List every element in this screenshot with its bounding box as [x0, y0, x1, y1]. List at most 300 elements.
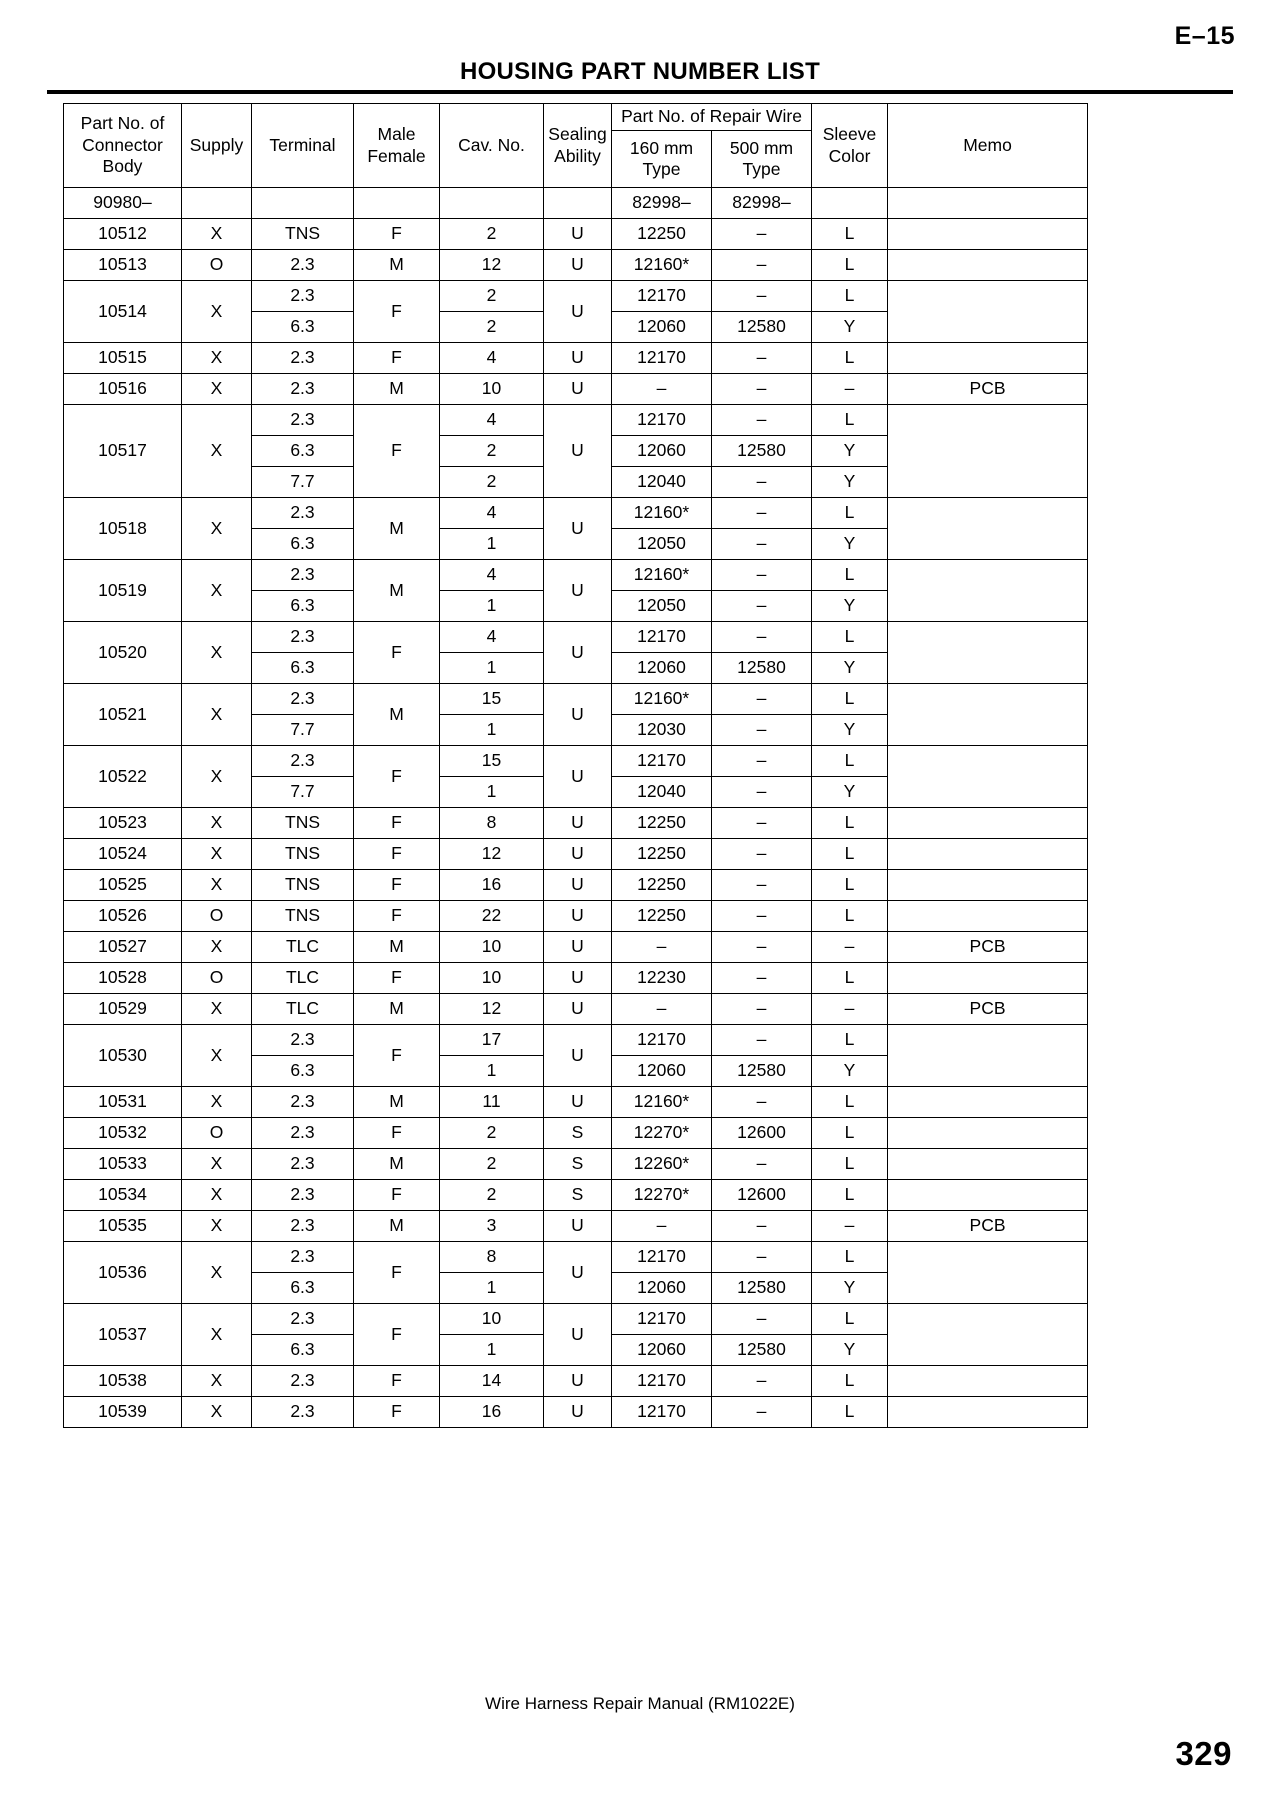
cell-sleeve-color: L	[812, 839, 888, 870]
cell-part-no: 10525	[64, 870, 182, 901]
cell-repair-wire-500: –	[712, 777, 812, 808]
cell-sealing-ability: U	[544, 901, 612, 932]
cell-part-no: 10520	[64, 622, 182, 684]
cell-terminal: 2.3	[252, 343, 354, 374]
cell-memo	[888, 1180, 1088, 1211]
cell-cav-no: 16	[440, 870, 544, 901]
column-header-cav-no: Cav. No.	[440, 104, 544, 188]
cell-cav-no: 2	[440, 219, 544, 250]
cell-cav-no: 1	[440, 1273, 544, 1304]
cell-memo	[888, 250, 1088, 281]
cell-memo	[888, 622, 1088, 684]
cell-terminal: 2.3	[252, 684, 354, 715]
table-row	[64, 560, 1088, 591]
hdr-sleeve: Sleeve	[822, 124, 877, 145]
cell-repair-wire-160: –	[612, 994, 712, 1025]
cell-repair-wire-160: 12060	[612, 312, 712, 343]
cell-terminal: 2.3	[252, 1180, 354, 1211]
cell-terminal: 6.3	[252, 653, 354, 684]
cell-male-female: F	[354, 808, 440, 839]
cell-repair-wire-160: 12160*	[612, 1087, 712, 1118]
housing-part-number-table	[63, 103, 1088, 1428]
cell-terminal: 7.7	[252, 467, 354, 498]
cell-repair-wire-500: –	[712, 405, 812, 436]
cell-cav-no: 4	[440, 498, 544, 529]
table-row	[64, 1118, 1088, 1149]
cell-male-female: M	[354, 1211, 440, 1242]
cell-male-female: F	[354, 1025, 440, 1087]
cell-male-female: M	[354, 498, 440, 560]
table-row	[64, 343, 1088, 374]
table-row	[64, 1087, 1088, 1118]
table-header-row-1	[64, 104, 1088, 131]
cell-part-no: 10524	[64, 839, 182, 870]
table-row	[64, 839, 1088, 870]
cell-cav-no: 15	[440, 684, 544, 715]
cell-cav-no: 12	[440, 994, 544, 1025]
cell-sealing-ability: U	[544, 870, 612, 901]
cell-repair-wire-160: 12250	[612, 808, 712, 839]
cell-male-female: M	[354, 994, 440, 1025]
cell-repair-wire-500: –	[712, 622, 812, 653]
cell-terminal: 2.3	[252, 746, 354, 777]
cell-repair-wire-160: 12170	[612, 1242, 712, 1273]
cell-cav-no: 2	[440, 281, 544, 312]
cell-part-no: 10531	[64, 1087, 182, 1118]
cell-repair-wire-160: 12060	[612, 653, 712, 684]
cell-sleeve-color: L	[812, 1025, 888, 1056]
cell-terminal: 2.3	[252, 281, 354, 312]
cell-sealing-ability: U	[544, 684, 612, 746]
cell-supply: X	[182, 1180, 252, 1211]
cell-male-female: M	[354, 932, 440, 963]
cell-cav-no: 17	[440, 1025, 544, 1056]
cell-cav-no: 2	[440, 436, 544, 467]
cell-sealing-ability	[544, 188, 612, 219]
cell-supply: X	[182, 219, 252, 250]
column-header-terminal: Terminal	[252, 104, 354, 188]
cell-male-female: F	[354, 746, 440, 808]
cell-part-no: 10538	[64, 1366, 182, 1397]
table-row	[64, 219, 1088, 250]
cell-part-no: 10519	[64, 560, 182, 622]
hdr-160-line-2: Type	[642, 159, 681, 179]
table-row	[64, 374, 1088, 405]
cell-supply: X	[182, 1211, 252, 1242]
cell-sleeve-color: Y	[812, 436, 888, 467]
cell-male-female: M	[354, 250, 440, 281]
cell-sleeve-color: L	[812, 746, 888, 777]
cell-sealing-ability: U	[544, 219, 612, 250]
cell-terminal: 7.7	[252, 715, 354, 746]
cell-sealing-ability: U	[544, 622, 612, 684]
cell-cav-no: 4	[440, 405, 544, 436]
cell-repair-wire-500: 12580	[712, 653, 812, 684]
cell-sleeve-color: L	[812, 870, 888, 901]
hdr-female: Female	[367, 145, 426, 166]
cell-male-female: F	[354, 343, 440, 374]
cell-repair-wire-500: –	[712, 498, 812, 529]
table-row	[64, 1242, 1088, 1273]
hdr-part-line-3: Body	[102, 156, 143, 177]
cell-cav-no: 14	[440, 1366, 544, 1397]
cell-sleeve-color: Y	[812, 715, 888, 746]
cell-supply: O	[182, 901, 252, 932]
cell-repair-wire-500: –	[712, 870, 812, 901]
table-row-prefix	[64, 188, 1088, 219]
hdr-500-line-2: Type	[742, 159, 781, 179]
table-row	[64, 963, 1088, 994]
cell-memo	[888, 870, 1088, 901]
cell-repair-wire-160: 12050	[612, 529, 712, 560]
cell-cav-no: 1	[440, 1335, 544, 1366]
cell-cav-no: 1	[440, 715, 544, 746]
cell-male-female: F	[354, 281, 440, 343]
cell-terminal: 2.3	[252, 1118, 354, 1149]
cell-sleeve-color: L	[812, 1087, 888, 1118]
cell-repair-wire-500: 12580	[712, 1335, 812, 1366]
cell-repair-wire-500: –	[712, 901, 812, 932]
cell-memo: PCB	[888, 932, 1088, 963]
table-row	[64, 1025, 1088, 1056]
cell-part-no: 10527	[64, 932, 182, 963]
cell-memo	[888, 1366, 1088, 1397]
cell-cav-no: 11	[440, 1087, 544, 1118]
cell-repair-wire-500: 12580	[712, 1273, 812, 1304]
hdr-part-line-1: Part No. of	[80, 113, 165, 134]
cell-cav-no: 10	[440, 963, 544, 994]
cell-terminal: 6.3	[252, 1335, 354, 1366]
cell-memo	[888, 1025, 1088, 1087]
cell-terminal: 6.3	[252, 529, 354, 560]
cell-cav-no: 4	[440, 343, 544, 374]
cell-sleeve-color: L	[812, 1304, 888, 1335]
cell-sealing-ability: U	[544, 963, 612, 994]
cell-terminal: 2.3	[252, 498, 354, 529]
cell-male-female: F	[354, 870, 440, 901]
cell-sleeve-color: Y	[812, 591, 888, 622]
cell-repair-wire-160: 12170	[612, 1366, 712, 1397]
cell-sleeve-color: –	[812, 932, 888, 963]
cell-sleeve-color: Y	[812, 1335, 888, 1366]
cell-memo	[888, 560, 1088, 622]
cell-terminal: TLC	[252, 994, 354, 1025]
table-row	[64, 1149, 1088, 1180]
column-header-repair-wire-500mm	[712, 131, 812, 188]
cell-sealing-ability: U	[544, 1242, 612, 1304]
cell-part-no: 10534	[64, 1180, 182, 1211]
column-header-male-female	[354, 104, 440, 188]
column-header-sleeve-color	[812, 104, 888, 188]
cell-sealing-ability: U	[544, 343, 612, 374]
cell-repair-wire-160: 12160*	[612, 684, 712, 715]
cell-sleeve-color: –	[812, 1211, 888, 1242]
cell-male-female: M	[354, 1149, 440, 1180]
cell-male-female: M	[354, 374, 440, 405]
cell-terminal	[252, 188, 354, 219]
cell-male-female: F	[354, 219, 440, 250]
cell-terminal: 2.3	[252, 1087, 354, 1118]
cell-supply: X	[182, 405, 252, 498]
cell-sleeve-color: Y	[812, 312, 888, 343]
cell-cav-no: 2	[440, 1118, 544, 1149]
cell-cav-no: 15	[440, 746, 544, 777]
cell-sealing-ability: U	[544, 1366, 612, 1397]
cell-repair-wire-160: 12170	[612, 622, 712, 653]
cell-memo	[888, 1118, 1088, 1149]
cell-repair-wire-500: –	[712, 1397, 812, 1428]
cell-terminal: 2.3	[252, 1149, 354, 1180]
cell-memo	[888, 498, 1088, 560]
cell-repair-wire-160: 12170	[612, 405, 712, 436]
cell-terminal: 2.3	[252, 560, 354, 591]
cell-sleeve-color: L	[812, 250, 888, 281]
cell-repair-wire-500: –	[712, 1242, 812, 1273]
cell-supply: X	[182, 1087, 252, 1118]
cell-sleeve-color: L	[812, 1242, 888, 1273]
cell-repair-wire-160: 12260*	[612, 1149, 712, 1180]
cell-supply: O	[182, 963, 252, 994]
cell-terminal: 6.3	[252, 591, 354, 622]
cell-memo	[888, 1304, 1088, 1366]
cell-cav-no: 4	[440, 560, 544, 591]
cell-memo	[888, 963, 1088, 994]
cell-memo	[888, 839, 1088, 870]
cell-sleeve-color: Y	[812, 529, 888, 560]
cell-repair-wire-500: –	[712, 1149, 812, 1180]
cell-terminal: 2.3	[252, 1242, 354, 1273]
cell-sleeve-color: L	[812, 405, 888, 436]
cell-repair-wire-500: –	[712, 591, 812, 622]
table-row	[64, 281, 1088, 312]
cell-part-no: 10530	[64, 1025, 182, 1087]
cell-sealing-ability: U	[544, 281, 612, 343]
page-title: HOUSING PART NUMBER LIST	[459, 58, 821, 85]
section-marker: E–15	[1174, 22, 1235, 50]
cell-repair-wire-160: 12050	[612, 591, 712, 622]
cell-supply: X	[182, 622, 252, 684]
cell-memo	[888, 219, 1088, 250]
cell-repair-wire-160: 12230	[612, 963, 712, 994]
cell-sleeve-color: L	[812, 901, 888, 932]
table-row	[64, 622, 1088, 653]
cell-repair-wire-160: 12160*	[612, 250, 712, 281]
table-row	[64, 901, 1088, 932]
cell-part-no: 10528	[64, 963, 182, 994]
cell-repair-wire-500-prefix: 82998–	[712, 188, 812, 219]
cell-terminal: TNS	[252, 870, 354, 901]
cell-cav-no: 8	[440, 1242, 544, 1273]
cell-repair-wire-500: –	[712, 560, 812, 591]
cell-sleeve-color: Y	[812, 653, 888, 684]
cell-repair-wire-160: 12250	[612, 839, 712, 870]
cell-male-female: M	[354, 684, 440, 746]
cell-sealing-ability: U	[544, 250, 612, 281]
cell-cav-no: 3	[440, 1211, 544, 1242]
table-row	[64, 932, 1088, 963]
cell-supply: X	[182, 1025, 252, 1087]
cell-part-no: 10536	[64, 1242, 182, 1304]
cell-sleeve-color: L	[812, 622, 888, 653]
cell-cav-no: 10	[440, 1304, 544, 1335]
cell-repair-wire-160: –	[612, 932, 712, 963]
cell-sleeve-color: L	[812, 1366, 888, 1397]
table-body	[64, 188, 1088, 1428]
cell-memo: PCB	[888, 374, 1088, 405]
cell-repair-wire-500: –	[712, 1087, 812, 1118]
cell-repair-wire-500: –	[712, 281, 812, 312]
cell-supply: O	[182, 1118, 252, 1149]
cell-repair-wire-500: 12580	[712, 312, 812, 343]
table-row	[64, 994, 1088, 1025]
cell-supply: X	[182, 1397, 252, 1428]
cell-male-female: F	[354, 901, 440, 932]
cell-terminal: 2.3	[252, 374, 354, 405]
cell-sleeve-color: Y	[812, 1056, 888, 1087]
cell-sleeve-color: L	[812, 281, 888, 312]
cell-male-female: F	[354, 1366, 440, 1397]
cell-repair-wire-160: 12250	[612, 219, 712, 250]
cell-memo	[888, 746, 1088, 808]
cell-supply: X	[182, 839, 252, 870]
cell-terminal: TNS	[252, 839, 354, 870]
cell-repair-wire-160: –	[612, 374, 712, 405]
cell-supply: O	[182, 250, 252, 281]
cell-sealing-ability: U	[544, 1025, 612, 1087]
cell-cav-no: 10	[440, 374, 544, 405]
cell-terminal: 6.3	[252, 312, 354, 343]
cell-repair-wire-160: 12250	[612, 870, 712, 901]
table-row	[64, 1397, 1088, 1428]
cell-supply: X	[182, 1304, 252, 1366]
cell-terminal: 2.3	[252, 1366, 354, 1397]
cell-part-no: 10522	[64, 746, 182, 808]
cell-sealing-ability: U	[544, 374, 612, 405]
cell-cav-no: 1	[440, 1056, 544, 1087]
cell-terminal: 2.3	[252, 1304, 354, 1335]
cell-sealing-ability: U	[544, 839, 612, 870]
cell-sealing-ability: U	[544, 932, 612, 963]
cell-male-female	[354, 188, 440, 219]
cell-cav-no: 12	[440, 839, 544, 870]
cell-terminal: 2.3	[252, 250, 354, 281]
cell-repair-wire-500: 12600	[712, 1118, 812, 1149]
cell-sleeve-color: L	[812, 1397, 888, 1428]
cell-male-female: F	[354, 1118, 440, 1149]
cell-part-no: 10533	[64, 1149, 182, 1180]
cell-sealing-ability: U	[544, 1304, 612, 1366]
cell-cav-no: 16	[440, 1397, 544, 1428]
cell-cav-no: 1	[440, 591, 544, 622]
cell-repair-wire-160: 12160*	[612, 498, 712, 529]
cell-terminal: TNS	[252, 901, 354, 932]
table-row	[64, 870, 1088, 901]
cell-part-no: 10529	[64, 994, 182, 1025]
cell-memo	[888, 901, 1088, 932]
cell-memo	[888, 1087, 1088, 1118]
table-header	[64, 104, 1088, 188]
cell-cav-no: 10	[440, 932, 544, 963]
cell-repair-wire-500: –	[712, 219, 812, 250]
cell-part-no: 10537	[64, 1304, 182, 1366]
cell-memo	[888, 343, 1088, 374]
cell-sealing-ability: U	[544, 1397, 612, 1428]
cell-sleeve-color: Y	[812, 467, 888, 498]
cell-sleeve-color: L	[812, 560, 888, 591]
cell-sleeve-color: Y	[812, 777, 888, 808]
cell-memo: PCB	[888, 994, 1088, 1025]
cell-sleeve-color: Y	[812, 1273, 888, 1304]
cell-terminal: 6.3	[252, 1273, 354, 1304]
cell-sleeve-color: L	[812, 1180, 888, 1211]
cell-supply: X	[182, 281, 252, 343]
cell-supply: X	[182, 684, 252, 746]
cell-memo	[888, 684, 1088, 746]
cell-memo	[888, 1242, 1088, 1304]
cell-repair-wire-160: 12170	[612, 281, 712, 312]
cell-sleeve-color: –	[812, 374, 888, 405]
cell-repair-wire-500: –	[712, 529, 812, 560]
cell-cav-no: 1	[440, 529, 544, 560]
cell-cav-no: 22	[440, 901, 544, 932]
cell-repair-wire-500: –	[712, 746, 812, 777]
cell-sealing-ability: U	[544, 1087, 612, 1118]
cell-sleeve-color	[812, 188, 888, 219]
cell-part-no: 10516	[64, 374, 182, 405]
cell-sleeve-color: L	[812, 963, 888, 994]
cell-repair-wire-160: 12030	[612, 715, 712, 746]
cell-repair-wire-160: 12170	[612, 1025, 712, 1056]
cell-repair-wire-160: 12040	[612, 467, 712, 498]
cell-repair-wire-160: 12170	[612, 746, 712, 777]
table-row	[64, 1180, 1088, 1211]
cell-supply: X	[182, 808, 252, 839]
cell-terminal: 7.7	[252, 777, 354, 808]
cell-male-female: F	[354, 839, 440, 870]
cell-terminal: 2.3	[252, 1211, 354, 1242]
cell-supply: X	[182, 932, 252, 963]
cell-cav-no	[440, 188, 544, 219]
cell-sealing-ability: S	[544, 1180, 612, 1211]
housing-part-number-table-wrap	[63, 103, 1087, 1428]
table-row	[64, 746, 1088, 777]
cell-part-no: 10523	[64, 808, 182, 839]
cell-male-female: F	[354, 1304, 440, 1366]
cell-part-no: 10518	[64, 498, 182, 560]
cell-male-female: F	[354, 622, 440, 684]
cell-repair-wire-160: 12060	[612, 1273, 712, 1304]
cell-terminal: 2.3	[252, 1397, 354, 1428]
cell-cav-no: 2	[440, 1149, 544, 1180]
cell-part-no: 10514	[64, 281, 182, 343]
cell-sealing-ability: U	[544, 808, 612, 839]
table-row	[64, 250, 1088, 281]
cell-supply: X	[182, 746, 252, 808]
cell-terminal: 2.3	[252, 405, 354, 436]
cell-supply: X	[182, 1242, 252, 1304]
cell-repair-wire-500: –	[712, 1304, 812, 1335]
cell-repair-wire-500: –	[712, 374, 812, 405]
hdr-160-line-1: 160 mm	[629, 137, 694, 158]
cell-terminal: 2.3	[252, 1025, 354, 1056]
cell-male-female: F	[354, 1180, 440, 1211]
cell-sleeve-color: L	[812, 498, 888, 529]
cell-sleeve-color: L	[812, 1149, 888, 1180]
column-header-supply: Supply	[182, 104, 252, 188]
cell-repair-wire-500: –	[712, 1025, 812, 1056]
cell-repair-wire-160: 12040	[612, 777, 712, 808]
cell-terminal: TNS	[252, 219, 354, 250]
